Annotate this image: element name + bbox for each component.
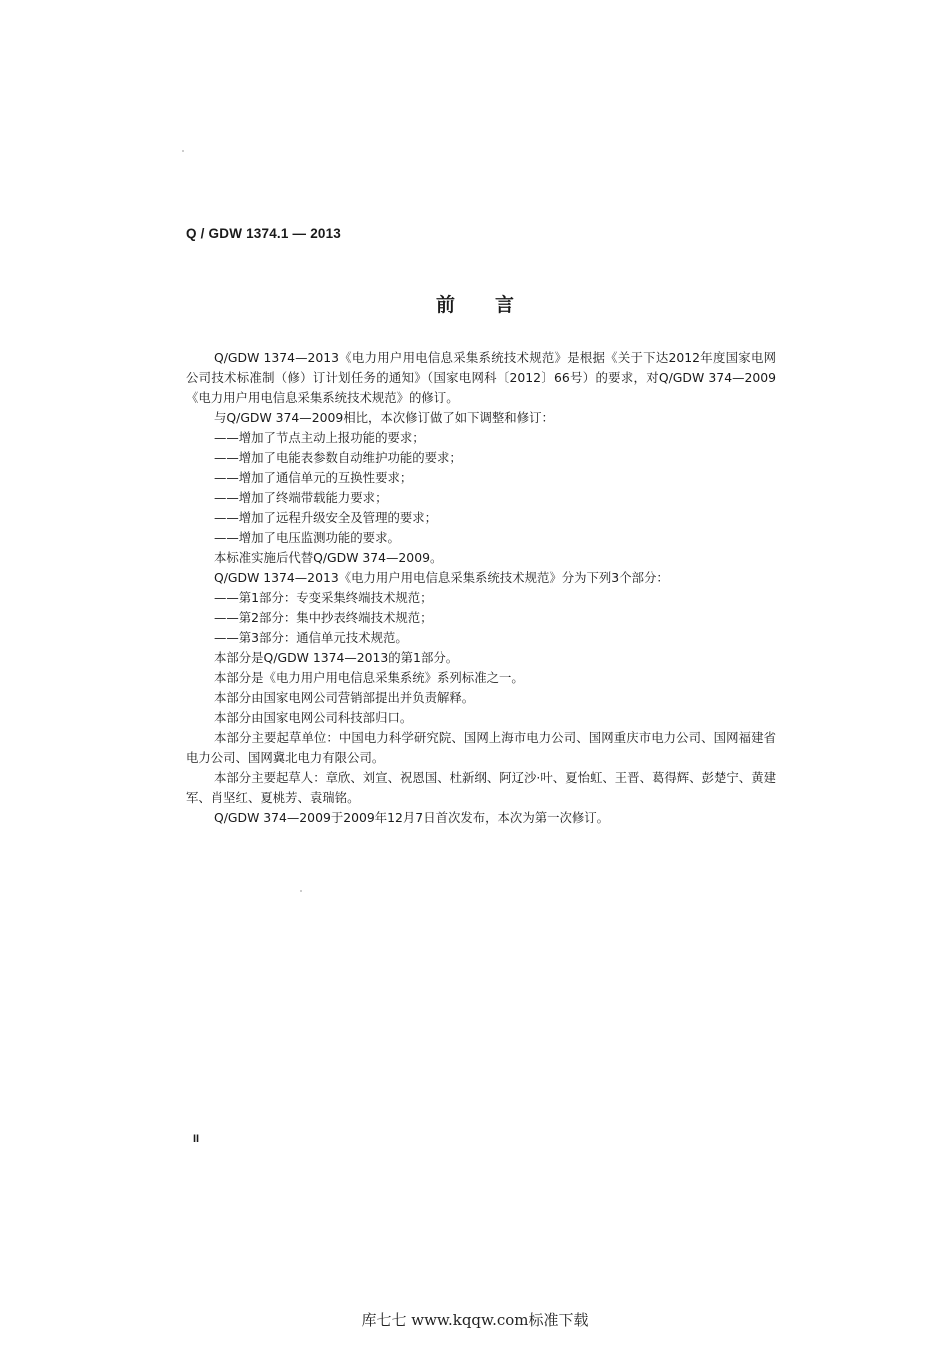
paragraph: 本部分是《电力用户用电信息采集系统》系列标准之一。 <box>214 670 524 685</box>
page-title: 前言 <box>435 294 554 316</box>
paragraph: Q/GDW 1374—2013《电力用户用电信息采集系统技术规范》分为下列3个部分： <box>214 570 669 585</box>
list-item: ——第1部分：专变采集终端技术规范； <box>214 590 433 605</box>
list-item: ——增加了终端带载能力要求； <box>214 490 388 505</box>
paragraph: 本部分是Q/GDW 1374—2013的第1部分。 <box>214 650 459 665</box>
paragraph: Q/GDW 1374—2013《电力用户用电信息采集系统技术规范》是根据《关于下达2012年度国家电网公司技术标准制（修）订计划任务的通知》（国家电网科〔2012〕66号）的要求，对Q/GDW 374—2009《电力用户用电信息采集系统技术规范》的修订。 <box>186 350 776 405</box>
list-item: ——增加了远程升级安全及管理的要求； <box>214 510 438 525</box>
list-item: ——第3部分：通信单元技术规范。 <box>214 630 408 645</box>
paragraph: Q/GDW 374—2009于2009年12月7日首次发布，本次为第一次修订。 <box>214 810 610 825</box>
paragraph: 本部分由国家电网公司营销部提出并负责解释。 <box>214 690 475 705</box>
list-item: ——第2部分：集中抄表终端技术规范； <box>214 610 433 625</box>
standard-code: Q / GDW 1374.1 — 2013 <box>186 226 342 241</box>
paragraph: 本部分主要起草人：章欣、刘宣、祝恩国、杜新纲、阿辽沙·叶、夏怡虹、王晋、葛得辉、彭楚宁、黄建军、肖坚红、夏桃芳、袁瑞铭。 <box>186 770 776 805</box>
paragraph: 本标准实施后代替Q/GDW 374—2009。 <box>214 550 443 565</box>
list-item: ——增加了通信单元的互换性要求； <box>214 470 413 485</box>
list-item: ——增加了电能表参数自动维护功能的要求； <box>214 450 462 465</box>
paragraph: 本部分由国家电网公司科技部归口。 <box>214 710 413 725</box>
scan-speck <box>300 890 302 892</box>
scan-speck <box>182 150 184 152</box>
paragraph: 与Q/GDW 374—2009相比，本次修订做了如下调整和修订： <box>214 410 554 425</box>
watermark-footer: 库七七 www.kqqw.com标准下载 <box>361 1311 589 1329</box>
list-item: ——增加了节点主动上报功能的要求； <box>214 430 425 445</box>
paragraph: 本部分主要起草单位：中国电力科学研究院、国网上海市电力公司、国网重庆市电力公司、国网福建省电力公司、国网冀北电力有限公司。 <box>186 730 776 765</box>
list-item: ——增加了电压监测功能的要求。 <box>214 530 400 545</box>
page-number: II <box>193 1133 200 1145</box>
foreword-body <box>186 348 776 828</box>
